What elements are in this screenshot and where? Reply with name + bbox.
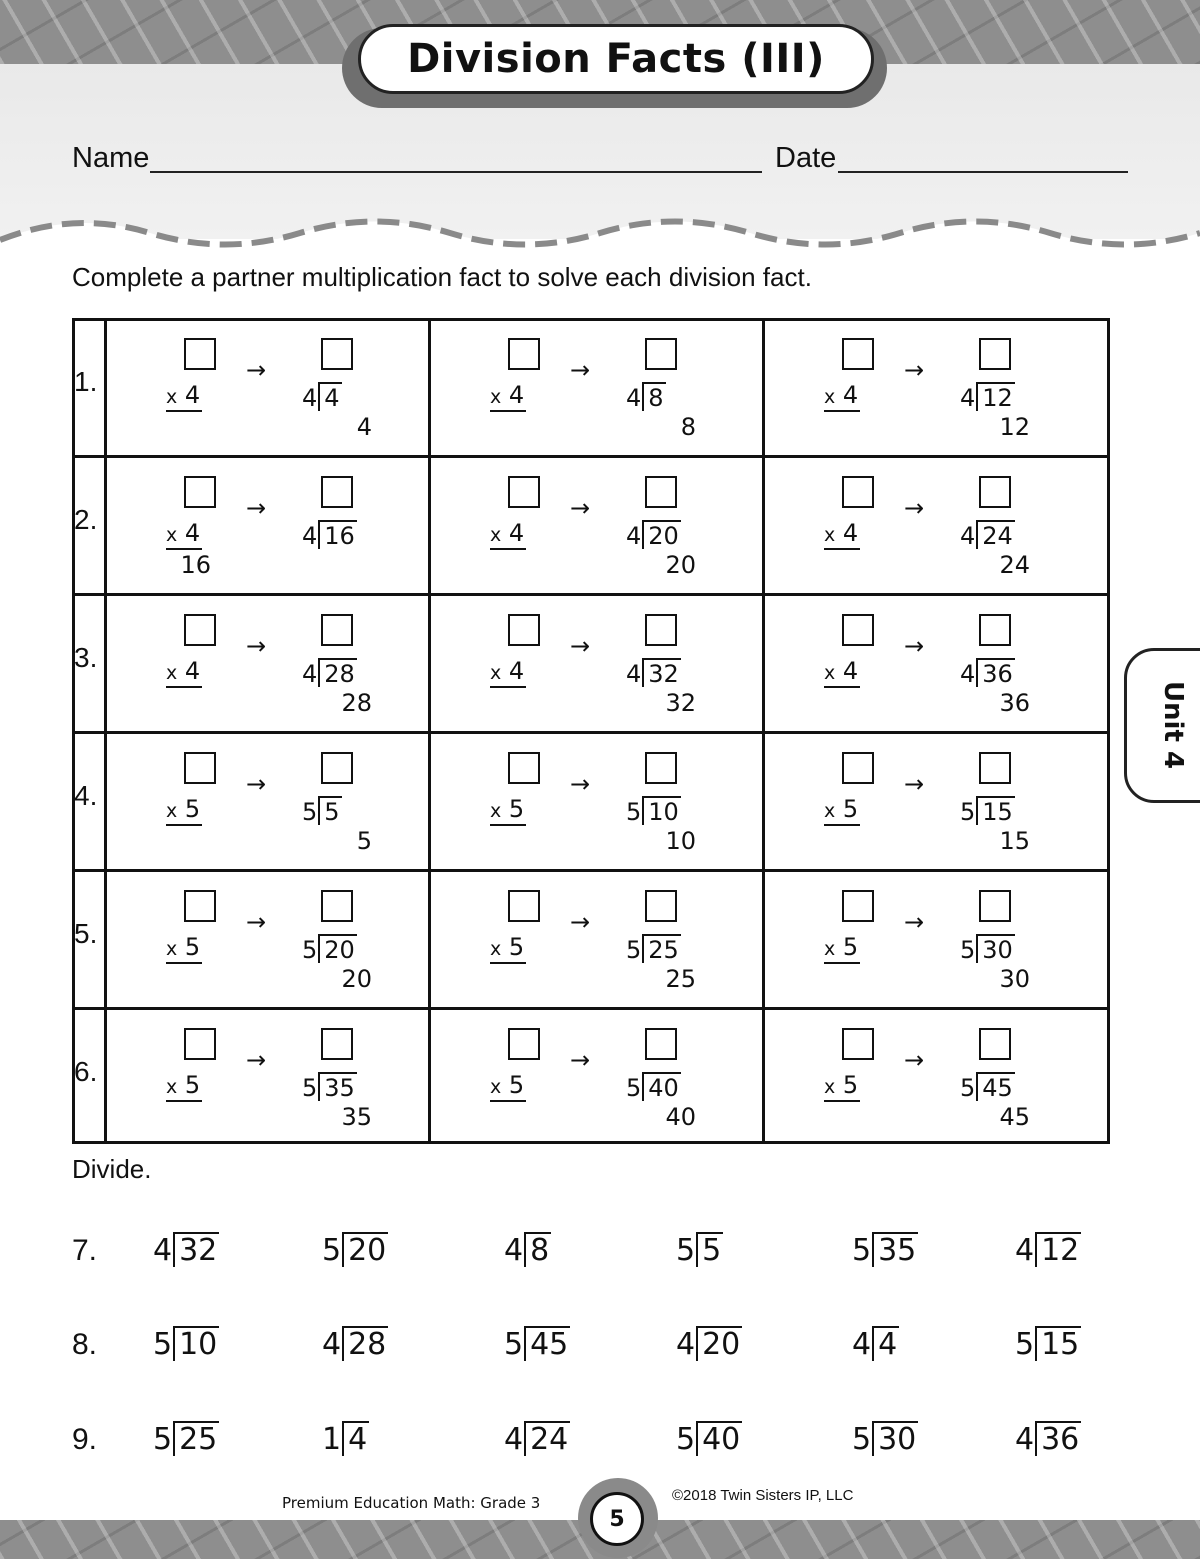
dividend: 12: [1035, 1232, 1081, 1267]
footer-book-title: Premium Education Math: Grade 3: [282, 1494, 541, 1512]
fact-cell: [430, 594, 750, 729]
multiplier-value: 5: [184, 795, 201, 823]
quotient-box[interactable]: [321, 614, 353, 646]
multiplier: [166, 520, 202, 550]
times-sign: x: [824, 524, 836, 546]
dividend: 36: [1035, 1421, 1081, 1456]
times-sign: x: [824, 800, 836, 822]
dividend: 45: [524, 1326, 570, 1361]
divisor: 4: [960, 660, 976, 688]
problem-number: 9.: [72, 1423, 98, 1456]
dividend: 30: [976, 934, 1015, 963]
quotient-box[interactable]: [979, 890, 1011, 922]
wavy-divider: [0, 205, 1200, 265]
arrow-icon: →: [570, 632, 591, 660]
quotient-box[interactable]: [645, 614, 677, 646]
dividend: 20: [342, 1232, 388, 1267]
arrow-icon: →: [246, 632, 267, 660]
fact-cell: [106, 732, 426, 867]
dividend-below: 15: [999, 827, 1030, 855]
division-problem: [676, 1232, 723, 1267]
arrow-icon: →: [904, 632, 925, 660]
dividend-below: 24: [999, 551, 1030, 579]
multiplier: [166, 1072, 202, 1102]
arrow-icon: →: [904, 356, 925, 384]
multiplier-value: 4: [184, 519, 201, 547]
answer-box[interactable]: [184, 338, 216, 370]
answer-box[interactable]: [184, 752, 216, 784]
divisor: 5: [1015, 1327, 1035, 1362]
multiplier: [166, 382, 202, 412]
multiplier: [490, 520, 526, 550]
multiplier-value: 5: [184, 933, 201, 961]
dividend: 35: [872, 1232, 918, 1267]
divisor: 4: [504, 1422, 524, 1457]
dividend: 4: [342, 1421, 369, 1456]
long-division: [302, 1072, 357, 1101]
divisor: 4: [626, 384, 642, 412]
dividend-below: 8: [680, 413, 696, 441]
answer-box[interactable]: [508, 890, 540, 922]
dividend: 15: [1035, 1326, 1081, 1361]
multiplier: [166, 934, 202, 964]
division-problem: [153, 1326, 219, 1361]
division-problem: [322, 1232, 388, 1267]
dividend-below: 40: [665, 1103, 696, 1131]
divisor: 4: [302, 660, 318, 688]
divisor: 4: [626, 522, 642, 550]
dividend: 4: [872, 1326, 899, 1361]
dividend: 35: [318, 1072, 357, 1101]
answer-box[interactable]: [508, 1028, 540, 1060]
dividend: 30: [872, 1421, 918, 1456]
fact-cell: [764, 1008, 1084, 1143]
divisor: 5: [626, 936, 642, 964]
dividend-below: 35: [341, 1103, 372, 1131]
arrow-icon: →: [570, 356, 591, 384]
times-sign: x: [490, 524, 502, 546]
divisor: 4: [1015, 1422, 1035, 1457]
times-sign: x: [824, 662, 836, 684]
times-sign: x: [490, 386, 502, 408]
multiplier-value: 5: [508, 933, 525, 961]
division-problem: [322, 1421, 369, 1456]
dividend: 20: [318, 934, 357, 963]
quotient-box[interactable]: [645, 1028, 677, 1060]
dividend: 32: [642, 658, 681, 687]
dividend-below: 32: [665, 689, 696, 717]
times-sign: x: [490, 800, 502, 822]
quotient-box[interactable]: [645, 890, 677, 922]
multiplier: [490, 1072, 526, 1102]
answer-box[interactable]: [842, 890, 874, 922]
quotient-box[interactable]: [645, 476, 677, 508]
dividend: 8: [524, 1232, 551, 1267]
long-division: [302, 382, 342, 411]
dividend-below: 30: [999, 965, 1030, 993]
divisor: 5: [960, 798, 976, 826]
dividend-below: 20: [665, 551, 696, 579]
long-division: [626, 934, 681, 963]
divisor: 4: [626, 660, 642, 688]
multiplier-value: 5: [508, 795, 525, 823]
dividend: 40: [696, 1421, 742, 1456]
fact-cell: [106, 594, 426, 729]
long-division: [960, 934, 1015, 963]
fact-cell: [430, 1008, 750, 1143]
divisor: 4: [852, 1327, 872, 1362]
fact-cell: [430, 870, 750, 1005]
answer-box[interactable]: [842, 1028, 874, 1060]
dividend: 8: [642, 382, 665, 411]
multiplier-value: 4: [508, 519, 525, 547]
multiplier-value: 5: [842, 933, 859, 961]
quotient-box[interactable]: [979, 752, 1011, 784]
multiplier: [490, 382, 526, 412]
divisor: 4: [302, 384, 318, 412]
times-sign: x: [490, 938, 502, 960]
dividend-below: 12: [999, 413, 1030, 441]
division-problem: [322, 1326, 388, 1361]
divisor: 4: [153, 1233, 173, 1268]
divide-label: Divide.: [72, 1154, 152, 1184]
name-field[interactable]: [150, 171, 762, 173]
multiplier: [824, 1072, 860, 1102]
dividend: 36: [976, 658, 1015, 687]
divisor: 5: [153, 1422, 173, 1457]
fact-cell: [430, 732, 750, 867]
arrow-icon: →: [570, 908, 591, 936]
fact-cell: [106, 318, 426, 453]
arrow-icon: →: [570, 494, 591, 522]
unit-tab-label: Unit 4: [1158, 680, 1188, 770]
dividend: 20: [642, 520, 681, 549]
division-problem: [852, 1421, 918, 1456]
dividend-below: 10: [665, 827, 696, 855]
fact-cell: [764, 318, 1084, 453]
dividend: 25: [173, 1421, 219, 1456]
divisor: 4: [676, 1327, 696, 1362]
divisor: 4: [960, 522, 976, 550]
times-sign: x: [824, 386, 836, 408]
divisor: 5: [153, 1327, 173, 1362]
answer-box[interactable]: [508, 614, 540, 646]
times-sign: x: [490, 1076, 502, 1098]
division-problem: [1015, 1232, 1081, 1267]
answer-box[interactable]: [184, 614, 216, 646]
multiplier-value: 4: [508, 381, 525, 409]
dividend: 28: [342, 1326, 388, 1361]
division-problem: [1015, 1421, 1081, 1456]
divisor: 5: [676, 1422, 696, 1457]
dividend: 5: [696, 1232, 723, 1267]
times-sign: x: [166, 800, 178, 822]
dividend: 28: [318, 658, 357, 687]
multiplier: [824, 934, 860, 964]
multiplier-value: 5: [184, 1071, 201, 1099]
long-division: [626, 1072, 681, 1101]
dividend: 15: [976, 796, 1015, 825]
row-number: 1.: [74, 366, 98, 397]
answer-box[interactable]: [842, 752, 874, 784]
long-division: [626, 382, 666, 411]
dividend: 16: [318, 520, 357, 549]
dividend: 5: [318, 796, 341, 825]
page-title: Division Facts (III): [358, 24, 874, 94]
quotient-box[interactable]: [979, 476, 1011, 508]
multiplier-value: 5: [842, 1071, 859, 1099]
times-sign: x: [166, 386, 178, 408]
footer-copyright: ©2018 Twin Sisters IP, LLC: [672, 1487, 854, 1504]
row-number: 5.: [74, 918, 98, 949]
divisor: 5: [322, 1233, 342, 1268]
multiplier-value: 4: [508, 657, 525, 685]
division-problem: [504, 1326, 570, 1361]
division-problem: [676, 1421, 742, 1456]
multiplier: [490, 658, 526, 688]
instructions: Complete a partner multiplication fact to solve each division fact.: [72, 262, 812, 292]
times-sign: x: [166, 524, 178, 546]
dividend: 12: [976, 382, 1015, 411]
fact-cell: [764, 456, 1084, 591]
answer-box[interactable]: [508, 338, 540, 370]
times-sign: x: [166, 938, 178, 960]
row-number: 6.: [74, 1056, 98, 1087]
row-number: 3.: [74, 642, 98, 673]
long-division: [302, 796, 342, 825]
dividend: 10: [642, 796, 681, 825]
arrow-icon: →: [246, 908, 267, 936]
dividend-below: 45: [999, 1103, 1030, 1131]
date-field[interactable]: [838, 171, 1128, 173]
quotient-box[interactable]: [979, 614, 1011, 646]
multiplier-value: 5: [508, 1071, 525, 1099]
quotient-box[interactable]: [321, 338, 353, 370]
dividend: 24: [524, 1421, 570, 1456]
multiplier: [824, 520, 860, 550]
dividend: 45: [976, 1072, 1015, 1101]
division-problem: [852, 1326, 899, 1361]
answer-box[interactable]: [184, 890, 216, 922]
arrow-icon: →: [570, 770, 591, 798]
multiplier-value: 4: [184, 657, 201, 685]
multiplier: [166, 658, 202, 688]
divisor: 4: [960, 384, 976, 412]
multiplier-value: 4: [842, 657, 859, 685]
divisor: 5: [626, 798, 642, 826]
arrow-icon: →: [246, 356, 267, 384]
multiplier-value: 4: [184, 381, 201, 409]
long-division: [626, 796, 681, 825]
divisor: 5: [852, 1233, 872, 1268]
dividend-below: 5: [356, 827, 372, 855]
times-sign: x: [166, 662, 178, 684]
fact-cell: [106, 456, 426, 591]
long-division: [960, 520, 1015, 549]
divisor: 5: [302, 936, 318, 964]
multiplier-value: 4: [842, 381, 859, 409]
dividend-below: 28: [341, 689, 372, 717]
long-division: [626, 520, 681, 549]
divisor: 4: [1015, 1233, 1035, 1268]
arrow-icon: →: [246, 494, 267, 522]
name-label: Name: [72, 142, 150, 174]
divisor: 5: [302, 1074, 318, 1102]
division-problem: [504, 1232, 551, 1267]
dividend: 10: [173, 1326, 219, 1361]
divisor: 5: [504, 1327, 524, 1362]
multiplier: [490, 934, 526, 964]
multiplier: [490, 796, 526, 826]
answer-box[interactable]: [842, 338, 874, 370]
answer-box[interactable]: [842, 614, 874, 646]
answer-box[interactable]: [842, 476, 874, 508]
page-number: 5: [590, 1492, 644, 1546]
fact-cell: [106, 1008, 426, 1143]
multiplier-value: 4: [842, 519, 859, 547]
division-problem: [676, 1326, 742, 1361]
answer-box[interactable]: [508, 476, 540, 508]
divisor: 5: [852, 1422, 872, 1457]
multiplier: [824, 796, 860, 826]
dividend-below: 4: [356, 413, 372, 441]
divisor: 4: [504, 1233, 524, 1268]
divisor: 5: [626, 1074, 642, 1102]
row-number: 4.: [74, 780, 98, 811]
problem-number: 8.: [72, 1328, 98, 1361]
dividend-below: 25: [665, 965, 696, 993]
multiplier: [824, 382, 860, 412]
divisor: 5: [960, 936, 976, 964]
fact-cell: [764, 870, 1084, 1005]
fact-cell: [764, 594, 1084, 729]
row-number: 2.: [74, 504, 98, 535]
division-problem: [1015, 1326, 1081, 1361]
multiplier-value: 5: [842, 795, 859, 823]
dividend-below: 36: [999, 689, 1030, 717]
fact-cell: [430, 456, 750, 591]
times-sign: x: [490, 662, 502, 684]
answer-box[interactable]: [508, 752, 540, 784]
arrow-icon: →: [904, 494, 925, 522]
dividend: 4: [318, 382, 341, 411]
arrow-icon: →: [904, 1046, 925, 1074]
divisor: 1: [322, 1422, 342, 1457]
times-sign: x: [824, 1076, 836, 1098]
division-problem: [153, 1232, 219, 1267]
division-problem: [852, 1232, 918, 1267]
date-label: Date: [775, 142, 837, 174]
dividend: 24: [976, 520, 1015, 549]
divisor: 4: [322, 1327, 342, 1362]
answer-box[interactable]: [184, 1028, 216, 1060]
divisor: 5: [960, 1074, 976, 1102]
dividend: 25: [642, 934, 681, 963]
answer-box[interactable]: [184, 476, 216, 508]
multiplier: [166, 796, 202, 826]
quotient-box[interactable]: [979, 338, 1011, 370]
arrow-icon: →: [246, 1046, 267, 1074]
quotient-box[interactable]: [321, 1028, 353, 1060]
problem-number: 7.: [72, 1234, 98, 1267]
divisor: 5: [676, 1233, 696, 1268]
times-sign: x: [824, 938, 836, 960]
quotient-box[interactable]: [645, 338, 677, 370]
long-division: [302, 520, 357, 549]
arrow-icon: →: [904, 770, 925, 798]
quotient-box[interactable]: [645, 752, 677, 784]
arrow-icon: →: [246, 770, 267, 798]
long-division: [960, 1072, 1015, 1101]
division-problem: [153, 1421, 219, 1456]
dividend: 40: [642, 1072, 681, 1101]
long-division: [626, 658, 681, 687]
quotient-box[interactable]: [321, 476, 353, 508]
quotient-box[interactable]: [979, 1028, 1011, 1060]
arrow-icon: →: [904, 908, 925, 936]
multiplier: [824, 658, 860, 688]
long-division: [302, 658, 357, 687]
division-problem: [504, 1421, 570, 1456]
fact-cell: [430, 318, 750, 453]
times-sign: x: [166, 1076, 178, 1098]
divisor: 5: [302, 798, 318, 826]
long-division: [302, 934, 357, 963]
fact-cell: [106, 870, 426, 1005]
fact-cell: [764, 732, 1084, 867]
quotient-box[interactable]: [321, 890, 353, 922]
long-division: [960, 382, 1015, 411]
product: 16: [180, 551, 211, 579]
arrow-icon: →: [570, 1046, 591, 1074]
dividend: 32: [173, 1232, 219, 1267]
dividend: 20: [696, 1326, 742, 1361]
long-division: [960, 796, 1015, 825]
dividend-below: 20: [341, 965, 372, 993]
long-division: [960, 658, 1015, 687]
divisor: 4: [302, 522, 318, 550]
quotient-box[interactable]: [321, 752, 353, 784]
